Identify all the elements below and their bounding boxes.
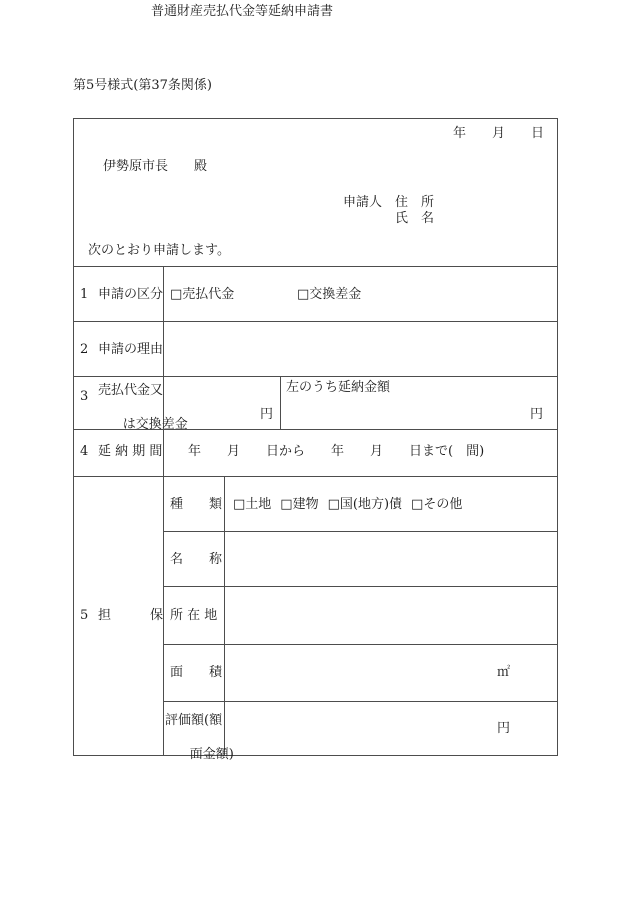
checkbox-building: □建物 <box>280 497 319 512</box>
type-label: 種 類 <box>170 497 223 512</box>
name-field-label: 名 称 <box>170 552 223 567</box>
checkbox-other: □その他 <box>411 497 463 512</box>
intro-text: 次のとおり申請します。 <box>88 243 230 258</box>
checkbox-land: □土地 <box>233 497 272 512</box>
divider <box>163 644 557 645</box>
amount-unit-yen: 円 <box>260 407 274 422</box>
row4-number: 4 <box>80 444 89 459</box>
type-options <box>233 498 462 511</box>
deferred-amount-label: 左のうち延納金額 <box>286 380 391 395</box>
row5-label: 担 保 <box>98 608 164 623</box>
divider <box>163 531 557 532</box>
deferred-unit-yen: 円 <box>530 407 544 422</box>
checkbox-sale-proceeds: □売払代金 <box>170 287 235 302</box>
row3-label-line2: は交換差金 <box>122 417 188 432</box>
checkbox-exchange-difference: □交換差金 <box>297 287 362 302</box>
form-number: 第5号様式(第37条関係) <box>73 78 212 93</box>
divider <box>163 701 557 702</box>
divider <box>74 476 557 477</box>
addressee: 伊勢原市長 殿 <box>103 159 208 174</box>
divider <box>280 376 281 429</box>
applicant-label: 申請人 <box>343 195 383 210</box>
valuation-unit-yen: 円 <box>497 721 511 736</box>
address-label: 住 所 <box>395 195 435 210</box>
row3-label <box>98 382 188 433</box>
row2-label: 申請の理由 <box>98 342 164 357</box>
valuation-label <box>165 712 234 763</box>
row5-number: 5 <box>80 608 89 623</box>
row1-number: 1 <box>80 287 89 302</box>
row3-number: 3 <box>80 389 89 404</box>
period-template: 年 月 日から 年 月 日まで( 間) <box>188 444 485 459</box>
valuation-label-line1: 評価額(額 <box>165 713 223 728</box>
name-label: 氏 名 <box>395 211 435 226</box>
divider <box>163 586 557 587</box>
divider <box>74 266 557 267</box>
area-unit-sqm: ㎡ <box>497 665 511 680</box>
area-label: 面 積 <box>170 665 223 680</box>
valuation-label-line2: 面金額) <box>189 747 234 762</box>
row3-label-line1: 売払代金又 <box>98 383 164 398</box>
date-line: 年 月 日 <box>452 126 544 141</box>
checkbox-national-local-bond: □国(地方)債 <box>327 497 403 512</box>
row2-number: 2 <box>80 342 89 357</box>
divider <box>74 321 557 322</box>
divider <box>74 376 557 377</box>
location-label: 所 在 地 <box>170 608 218 623</box>
page-title: 普通財産売払代金等延納申請書 <box>150 4 333 19</box>
row1-label: 申請の区分 <box>98 287 164 302</box>
divider <box>163 266 164 755</box>
form-table <box>73 118 558 762</box>
row4-label: 延 納 期 間 <box>98 444 163 459</box>
